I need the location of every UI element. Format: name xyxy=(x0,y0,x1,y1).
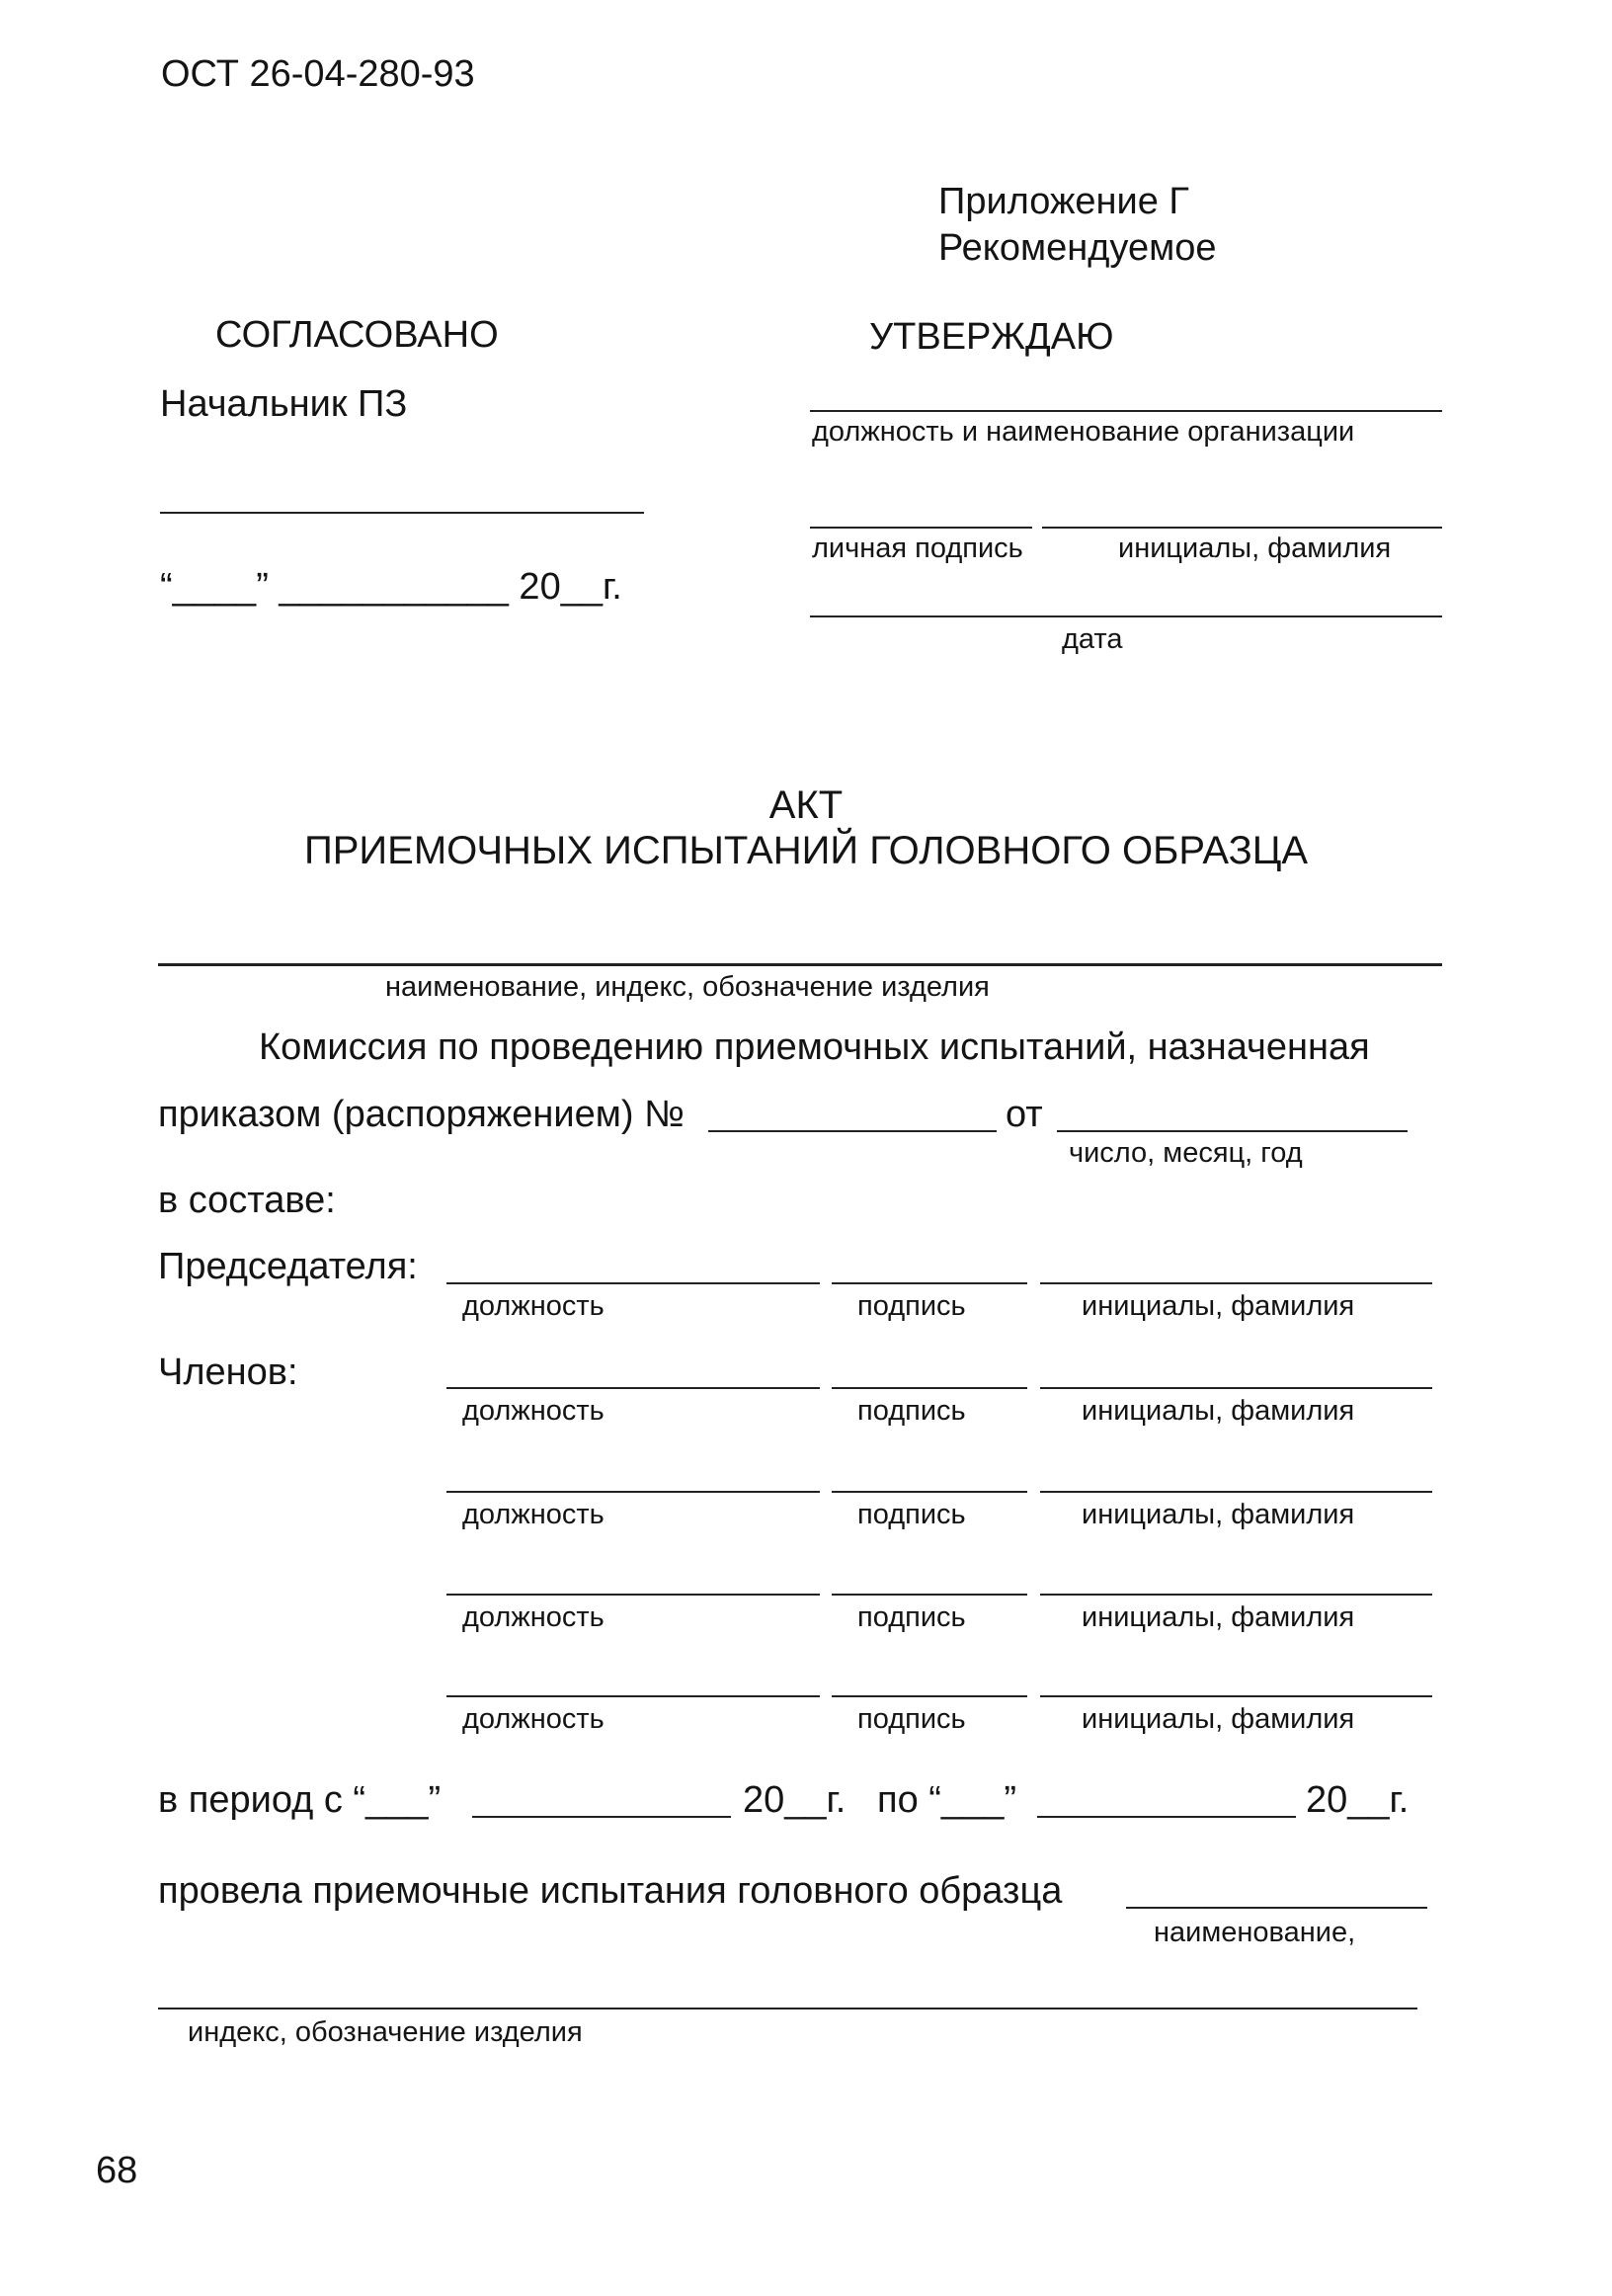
chairman-signature-line xyxy=(832,1282,1027,1284)
chairman-position-line xyxy=(446,1282,820,1284)
period-to: по “___” xyxy=(877,1779,1016,1821)
approve-heading: УТВЕРЖДАЮ xyxy=(869,316,1114,358)
period-from-line xyxy=(472,1816,731,1818)
conducted-text: провела приемочные испытания головного образца xyxy=(158,1870,1063,1912)
approve-org-caption: должность и наименование организации xyxy=(812,416,1355,448)
chairman-name-line xyxy=(1040,1282,1432,1284)
member-name-line xyxy=(1040,1594,1432,1596)
member-position-caption: должность xyxy=(462,1703,604,1735)
approve-date-line xyxy=(810,615,1442,617)
chairman-position-caption: должность xyxy=(462,1290,604,1322)
order-prefix: приказом (распоряжением) № xyxy=(158,1094,685,1135)
member-position-line xyxy=(446,1387,820,1389)
period-year-to: 20__г. xyxy=(1306,1779,1410,1821)
period-year-from: 20__г. xyxy=(743,1779,846,1821)
appendix-type: Рекомендуемое xyxy=(938,227,1217,269)
period-from: в период с “___” xyxy=(158,1779,442,1821)
agreed-heading: СОГЛАСОВАНО xyxy=(215,314,499,356)
approve-name-caption: инициалы, фамилия xyxy=(1118,533,1392,564)
member-position-line xyxy=(446,1594,820,1596)
member-name-caption: инициалы, фамилия xyxy=(1082,1703,1355,1735)
member-position-caption: должность xyxy=(462,1601,604,1633)
member-signature-line xyxy=(832,1594,1027,1596)
member-name-line xyxy=(1040,1695,1432,1697)
product-caption: наименование, индекс, обозначение изделия xyxy=(385,971,990,1003)
member-signature-caption: подпись xyxy=(857,1395,966,1427)
member-position-line xyxy=(446,1695,820,1697)
order-number-line xyxy=(708,1130,997,1132)
order-date-caption: число, месяц, год xyxy=(1069,1137,1303,1169)
member-signature-caption: подпись xyxy=(857,1703,966,1735)
member-signature-caption: подпись xyxy=(857,1601,966,1633)
member-name-line xyxy=(1040,1387,1432,1389)
approve-date-caption: дата xyxy=(1062,623,1123,655)
period-to-line xyxy=(1037,1816,1296,1818)
approve-signature-line xyxy=(810,527,1032,529)
agreed-signature-line xyxy=(160,512,644,514)
composition-label: в составе: xyxy=(158,1180,336,1221)
member-signature-line xyxy=(832,1695,1027,1697)
product-line xyxy=(158,963,1442,966)
act-title: АКТ xyxy=(768,783,844,827)
member-name-caption: инициалы, фамилия xyxy=(1082,1601,1355,1633)
member-position-caption: должность xyxy=(462,1395,604,1427)
chairman-signature-caption: подпись xyxy=(857,1290,966,1322)
member-name-caption: инициалы, фамилия xyxy=(1082,1499,1355,1530)
act-subtitle: ПРИЕМОЧНЫХ ИСПЫТАНИЙ ГОЛОВНОГО ОБРАЗЦА xyxy=(303,829,1309,872)
document-code: ОСТ 26-04-280-93 xyxy=(161,53,475,95)
product-index-line xyxy=(158,2008,1417,2009)
product-index-caption: индекс, обозначение изделия xyxy=(188,2016,583,2048)
member-position-line xyxy=(446,1491,820,1493)
member-signature-caption: подпись xyxy=(857,1499,966,1530)
chairman-label: Председателя: xyxy=(158,1246,418,1287)
approve-signature-caption: личная подпись xyxy=(812,533,1023,564)
member-position-caption: должность xyxy=(462,1499,604,1530)
approve-name-line xyxy=(1042,527,1442,529)
approve-org-line xyxy=(810,410,1442,412)
agreed-position: Начальник ПЗ xyxy=(160,383,408,425)
product-name-caption: наименование, xyxy=(1154,1917,1356,1948)
agreed-date-line: “____” ___________ 20__г. xyxy=(160,566,622,608)
member-name-line xyxy=(1040,1491,1432,1493)
commission-text: Комиссия по проведению приемочных испытаний, назначенная xyxy=(259,1026,1370,1068)
order-from: от xyxy=(1006,1094,1043,1135)
member-name-caption: инициалы, фамилия xyxy=(1082,1395,1355,1427)
member-signature-line xyxy=(832,1491,1027,1493)
order-date-line xyxy=(1057,1130,1408,1132)
members-label: Членов: xyxy=(158,1352,298,1393)
page-number: 68 xyxy=(96,2150,138,2191)
appendix-label: Приложение Г xyxy=(938,181,1190,222)
product-name-line xyxy=(1126,1907,1427,1909)
member-signature-line xyxy=(832,1387,1027,1389)
chairman-name-caption: инициалы, фамилия xyxy=(1082,1290,1355,1322)
